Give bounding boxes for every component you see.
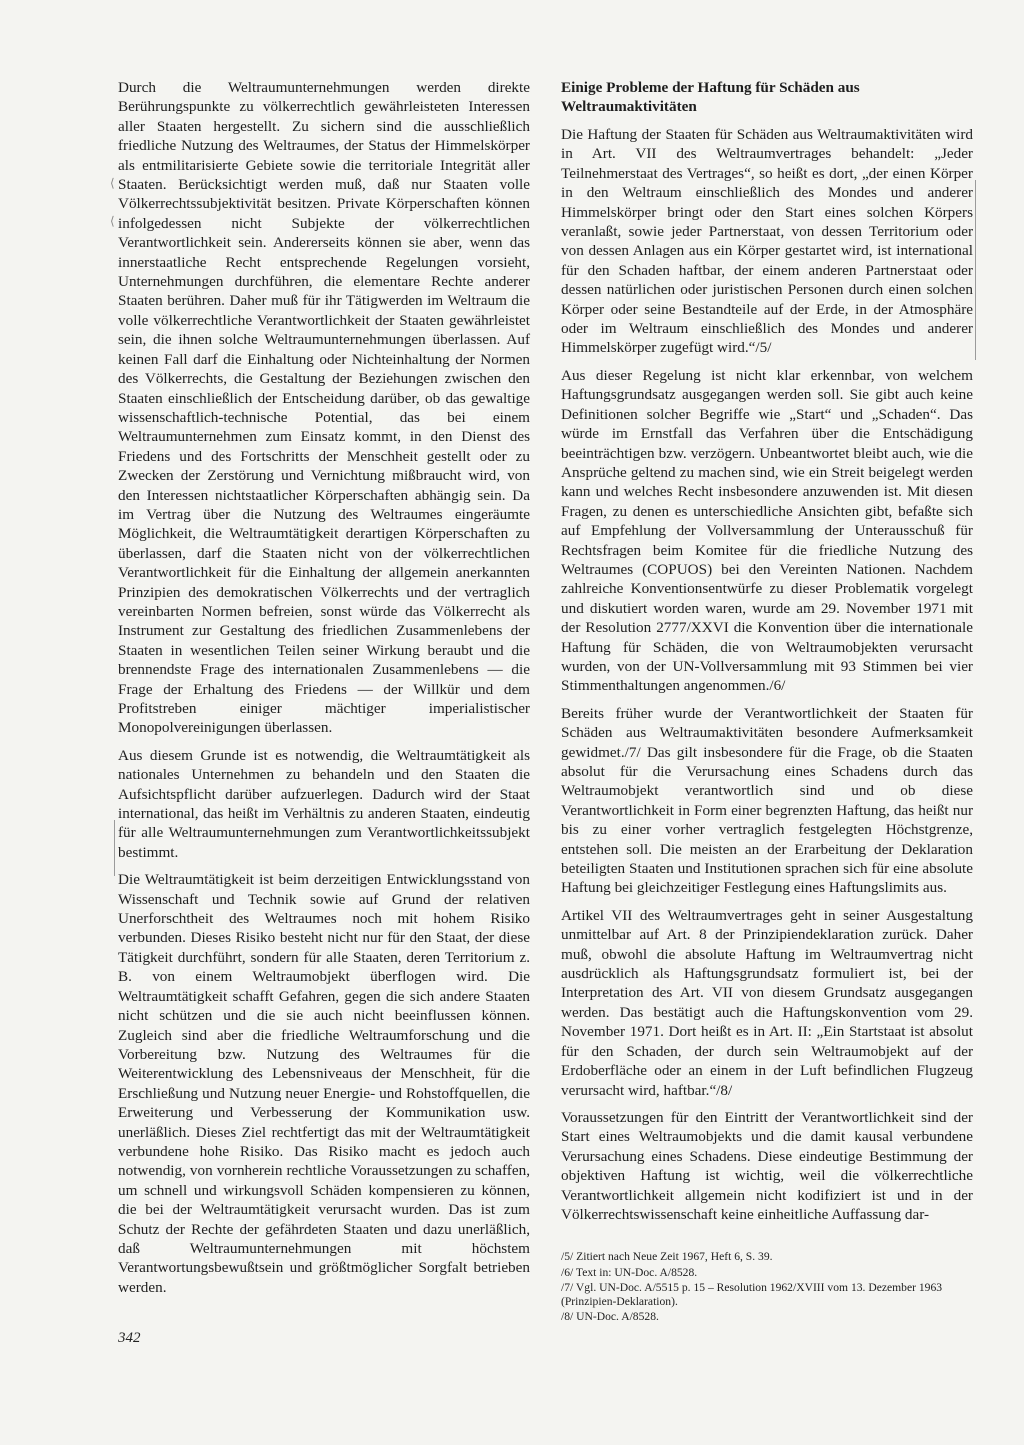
margin-mark: ⟨ (110, 214, 115, 228)
footnote: /5/ Zitiert nach Neue Zeit 1967, Heft 6, S. 39. (561, 1250, 773, 1264)
footnote: /8/ UN-Doc. A/8528. (561, 1310, 659, 1324)
body-paragraph: Bereits früher wurde der Verantwortlichkeit der Staaten für Schäden aus Weltraumaktivitäten besondere Aufmerksamkeit gewidmet./7/ Das gilt insbesondere für die Frage, ob die Staaten absolut für die Verursachung eines Schadens durch das Weltraumobjekt verantwortlich sind und ob diese Verantwortlichkeit in Form einer begrenzten Haftung, das heißt nur bis zu einer vorher vertraglich festgelegten Höchstgrenze, entstehen soll. Die meisten an der Erarbeitung der Deklaration beteiligten Staaten und Institutionen sprachen sich für eine absolute Haftung bei gleichzeitiger Festlegung eines Haftungslimits aus. (561, 704, 973, 897)
body-paragraph: Die Weltraumtätigkeit ist beim derzeitigen Entwicklungsstand von Wissenschaft und Technik sowie auf Grund der relativen Unerforschtheit des Weltraumes noch mit hohem Risiko verbunden. Dieses Risiko besteht nicht nur für den Staat, der diese Tätigkeit durchführt, sondern für alle Staaten, deren Territorium z. B. von einem Weltraumobjekt überflogen wird. Die Weltraumtätigkeit schafft Gefahren, gegen die sich andere Staaten nicht schützen und die sie auch nicht beeinflussen können. Zugleich sind aber die friedliche Weltraumforschung und die Vorbereitung bzw. Nutzung des Weltraumes für die Weiterentwicklung des Lebensniveaus der Menschheit, für die Erschließung und Nutzung neuer Energie- und Rohstoffquellen, die Erweiterung und Verbesserung der Kommunikation usw. unerläßlich. Dieses Ziel rechtfertigt das mit der Weltraumtätigkeit verbundene hohe Risiko. Das Risiko macht es jedoch auch notwendig, von vornherein rechtliche Voraussetzungen zu schaffen, um schnell und wirkungsvoll Schäden kompensieren zu können, die bei der Weltraumtätigkeit verursacht wurden. Das ist zum Schutz der Rechte der gefährdeten Staaten und dazu unerläßlich, daß Weltraumunternehmungen mit höchstem Verantwortungsbewußtsein und größtmöglicher Sorgfalt betrieben werden. (118, 871, 530, 1296)
margin-mark (114, 820, 115, 876)
margin-mark: ⟨ (110, 176, 115, 190)
body-paragraph: Artikel VII des Weltraumvertrages geht in seiner Ausgestaltung unmittelbar auf Art. 8 der Prinzipiendeklaration zurück. Daher muß, obwohl die absolute Haftung im Weltraumvertrag nicht ausdrücklich als Haftungsgrundsatz formuliert ist, bei der Interpretation des Art. VII von diesem Grundsatz ausgegangen werden. Das bestätigt auch die Haftungskonvention vom 29. November 1971. Dort heißt es in Art. II: „Ein Startstaat ist absolut für den Schaden, der durch sein Weltraumobjekt auf der Erdoberfläche oder an einem in der Luft befindlichen Flugzeug verursacht wird, haftbar.“/8/ (561, 906, 973, 1099)
footnote: /7/ Vgl. UN-Doc. A/5515 p. 15 – Resolution 1962/XVIII vom 13. Dezember 1963 (Prinzipien-Deklaration). (561, 1281, 943, 1308)
right-column (561, 78, 973, 1326)
page-number: 342 (118, 1330, 141, 1346)
section-heading: Einige Probleme der Haftung für Schäden aus Weltraumaktivitäten (561, 79, 860, 115)
body-paragraph: Voraussetzungen für den Eintritt der Verantwortlichkeit sind der Start eines Weltraumobjekts und die damit kausal verbundene Verursachung eines Schadens. Diese eindeutige Bestimmung der objektiven Haftung ist wichtig, weil die völkerrechtliche Verantwortlichkeit allgemein nicht kodifiziert ist und in der Völkerrechtswissenschaft keine einheitliche Auffassung dar- (561, 1108, 973, 1223)
body-paragraph: Aus dieser Regelung ist nicht klar erkennbar, von welchem Haftungsgrundsatz ausgegangen werden soll. Sie gibt auch keine Definitionen solcher Begriffe wie „Start“ und „Schaden“. Das würde im Ernstfall das Verfahren über die Entschädigung beeinträchtigen bzw. verzögern. Unbeantwortet bleibt auch, wie die Ansprüche geltend zu machen sind, wie ein Streit beigelegt werden kann und welches Recht insbesondere anzuwenden ist. Mit diesen Fragen, zu denen es unterschiedliche Ansichten gibt, befaßte sich auf Empfehlung der Vollversammlung der Unterausschuß für Rechtsfragen beim Komitee für die friedliche Nutzung des Weltraumes (COPUOS) bei den Vereinten Nationen. Nachdem zahlreiche Konventionsentwürfe zu dieser Problematik vorgelegt und diskutiert worden waren, wurde am 29. November 1971 mit der Resolution 2777/XXVI die Konvention über die internationale Haftung für Schäden, die von Weltraumobjekten verursacht wurden, von der UN-Vollversammlung mit 93 Stimmen bei vier Stimmenthaltungen angenommen./6/ (561, 366, 973, 695)
footnotes (561, 1250, 973, 1324)
margin-mark (975, 180, 976, 360)
footnote: /6/ Text in: UN-Doc. A/8528. (561, 1265, 698, 1279)
body-paragraph: Die Haftung der Staaten für Schäden aus Weltraumaktivitäten wird in Art. VII des Weltraumvertrages behandelt: „Jeder Teilnehmerstaat des Vertrages“, so heißt es dort, „der einen Körper in den Weltraum einschließlich des Mondes und anderer Himmelskörper bringt oder den Start eines solchen Körpers veranlaßt, sowie jeder Partnerstaat, von dessen Territorium oder von dessen Anlagen aus ein Körper gestartet wird, ist international für den Schaden haftbar, der einem anderen Partnerstaat oder dessen natürlichen oder juristischen Personen durch einen solchen Körper oder seine Bestandteile auf der Erde, in der Atmosphäre oder im Weltraum einschließlich des Mondes und anderer Himmelskörper zugefügt wird.“/5/ (561, 126, 973, 357)
body-paragraph: Durch die Weltraumunternehmungen werden direkte Berührungspunkte zu völkerrechtlich gewährleisteten Interessen aller Staaten hergestellt. Zu sichern sind die ausschließlich friedliche Nutzung des Weltraumes, der Status der Himmelskörper als entmilitarisierte Gebiete sowie die territoriale Integrität aller Staaten. Berücksichtigt werden muß, daß nur Staaten volle Völkerrechtssubjektivität besitzen. Private Körperschaften können infolgedessen nicht Subjekte der völkerrechtlichen Verantwortlichkeit sein. Andererseits können sie aber, wenn das innerstaatliche Recht entsprechende Regelungen vorsieht, Unternehmungen durchführen, die elementare Rechte anderer Staaten berühren. Daher muß für ihr Tätigwerden im Weltraum die volle völkerrechtliche Verantwortlichkeit der Staaten gewährleistet sein, die ihnen solche Weltraumunternehmungen überlassen. Auf keinen Fall darf die Einhaltung oder Nichteinhaltung der Normen des Völkerrechts, die Gestaltung der Beziehungen zwischen den Staaten einschließlich der Entscheidung darüber, ob das gewaltige wissenschaftlich-technische Potential, das bei einem Weltraumunternehmen zum Einsatz kommt, in den Dienst des Friedens und des Fortschritts der Menschheit gestellt oder zu Zwecken der Zerstörung und Vernichtung mißbraucht wird, von den Interessen nichtstaatlicher Körperschaften abhängig sein. Da im Vertrag über die Nutzung des Weltraumes eingeräumte Möglichkeit, die Weltraumtätigkeit derartigen Körperschaften zu überlassen, darf die Staaten nicht von der völkerrechtlichen Verantwortlichkeit für die Einhaltung der allgemein anerkannten Prinzipien des demokratischen Völkerrechts und der vertraglich vereinbarten Normen befreien, sonst würde das Völkerrecht als Instrument zur Gestaltung des friedlichen Zusammenlebens der Staaten in wesentlichen Teilen seiner Wirkung beraubt und die brennendste Frage des internationalen Zusammenlebens — die Frage der Erhaltung des Friedens — der Willkür und dem Profitstreben einiger mächtiger imperialistischer Monopolvereinigungen überlassen. (118, 79, 530, 737)
body-paragraph: Aus diesem Grunde ist es notwendig, die Weltraumtätigkeit als nationales Unternehmen zu behandeln und den Staaten die Aufsichtspflicht darüber aufzuerlegen. Dadurch wird der Staat international, das heißt im Verhältnis zu anderen Staaten, eindeutig für alle Weltraumunternehmungen zum Verantwortlichkeitssubjekt bestimmt. (118, 746, 530, 861)
left-column (118, 78, 530, 1305)
